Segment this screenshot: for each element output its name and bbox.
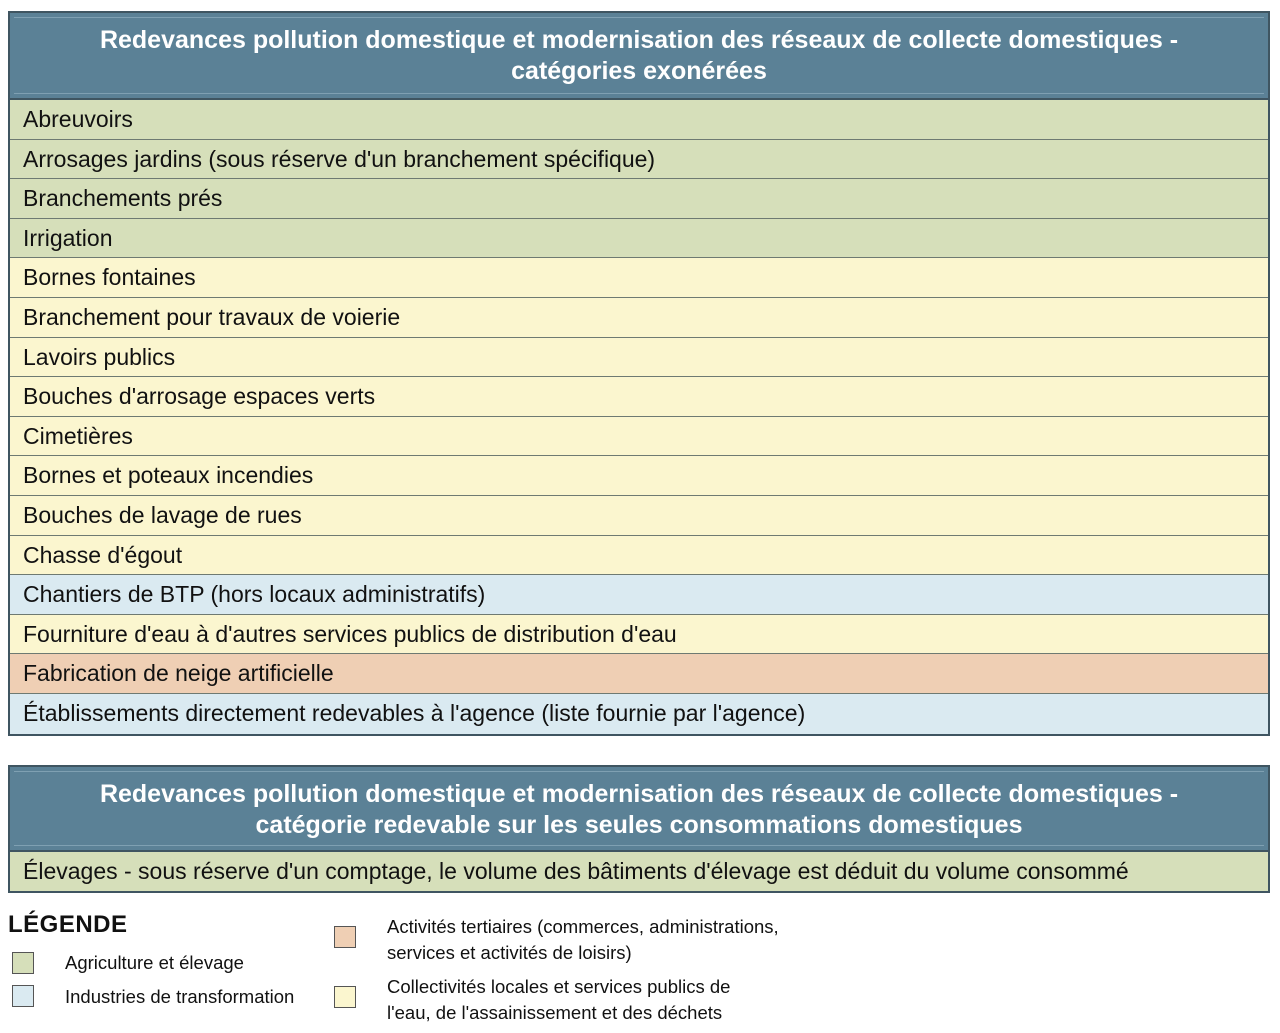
table-title-line1: Redevances pollution domestique et modernisation des réseaux de collecte domestiques -	[99, 26, 1179, 54]
table-body	[10, 852, 1268, 891]
table-row: Cimetières	[10, 417, 1268, 457]
legend-label-industries: Industries de transformation	[65, 986, 295, 1007]
table-title-line1: Redevances pollution domestique et modernisation des réseaux de collecte domestiques -	[99, 780, 1179, 808]
table-row: Arrosages jardins (sous réserve d'un branchement spécifique)	[10, 140, 1268, 180]
table-row: Bornes et poteaux incendies	[10, 456, 1268, 496]
table-header	[10, 767, 1268, 852]
table-row: Chantiers de BTP (hors locaux administratifs)	[10, 575, 1268, 615]
legend	[8, 908, 908, 1028]
legend-label-agriculture: Agriculture et élevage	[65, 952, 244, 973]
table-row: Bouches de lavage de rues	[10, 496, 1268, 536]
legend-label-tertiaires-line2: services et activités de loisirs)	[387, 942, 632, 963]
table-row: Lavoirs publics	[10, 338, 1268, 378]
legend-swatch-collectivites	[334, 986, 356, 1008]
legend-swatch-industries	[12, 985, 34, 1007]
table-header	[10, 13, 1268, 100]
table-row: Branchement pour travaux de voierie	[10, 298, 1268, 338]
table-row: Chasse d'égout	[10, 536, 1268, 576]
table-row: Irrigation	[10, 219, 1268, 259]
domestic-consumption-table	[8, 765, 1270, 893]
table-row: Fabrication de neige artificielle	[10, 654, 1268, 694]
legend-label-collectivites-line2: l'eau, de l'assainissement et des déchets	[387, 1002, 723, 1023]
legend-label-tertiaires	[387, 914, 779, 966]
exempt-categories-table	[8, 11, 1270, 736]
table-row: Établissements directement redevables à l'agence (liste fournie par l'agence)	[10, 694, 1268, 734]
table-row: Bouches d'arrosage espaces verts	[10, 377, 1268, 417]
legend-label-tertiaires-line1: Activités tertiaires (commerces, administrations,	[387, 916, 779, 937]
legend-swatch-agriculture	[12, 952, 34, 974]
table-title-line2: catégories exonérées	[511, 57, 767, 85]
table-row: Bornes fontaines	[10, 258, 1268, 298]
legend-label-collectivites	[387, 974, 730, 1026]
table-row: Fourniture d'eau à d'autres services publics de distribution d'eau	[10, 615, 1268, 655]
table-title-line2: catégorie redevable sur les seules consommations domestiques	[255, 811, 1023, 839]
table-row: Branchements prés	[10, 179, 1268, 219]
table-row: Élevages - sous réserve d'un comptage, le volume des bâtiments d'élevage est déduit du volume consommé	[10, 852, 1268, 891]
table-row: Abreuvoirs	[10, 100, 1268, 140]
legend-swatch-tertiaires	[334, 926, 356, 948]
legend-label-collectivites-line1: Collectivités locales et services publics de	[387, 976, 731, 997]
table-body	[10, 100, 1268, 734]
legend-title: LÉGENDE	[8, 911, 128, 938]
